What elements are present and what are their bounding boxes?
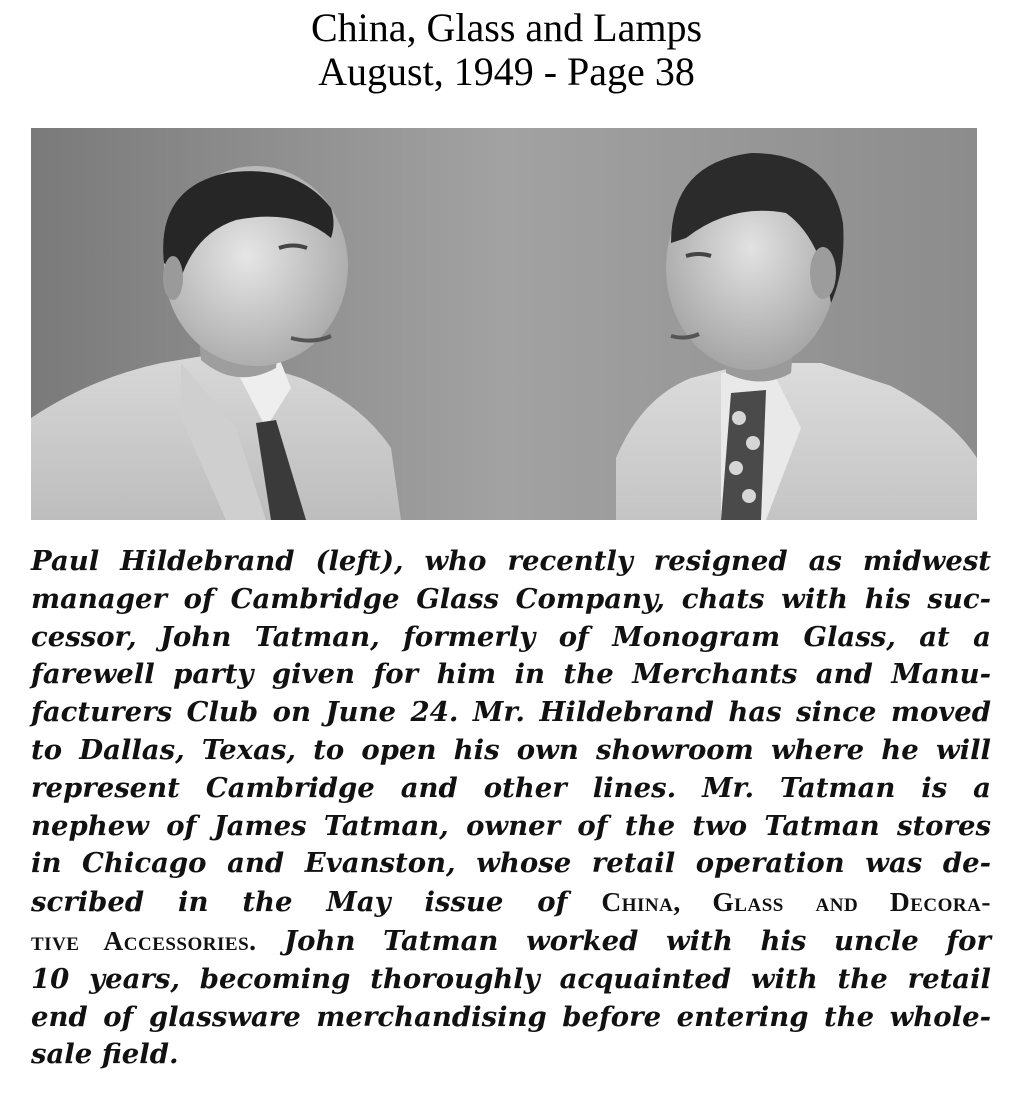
caption-line: cessor, John Tatman, formerly of Monogram Glass, at a xyxy=(31,620,991,653)
issue-date-page: August, 1949 - Page 38 xyxy=(318,49,695,94)
magazine-title-smallcaps: China, Glass and Decora- xyxy=(601,886,991,918)
publication-title: China, Glass and Lamps xyxy=(310,5,703,50)
caption-line: end of glassware merchandising before entering the whole- xyxy=(31,1000,991,1033)
caption-line xyxy=(31,883,991,922)
caption-line: represent Cambridge and other lines. Mr. Tatman is a xyxy=(31,771,991,804)
caption-line: in Chicago and Evanston, whose retail operation was de- xyxy=(31,847,991,880)
page-header xyxy=(0,6,1013,94)
caption-line: sale field. xyxy=(31,1038,179,1071)
caption-text: scribed in the May issue of xyxy=(31,886,568,919)
caption-line xyxy=(31,922,991,961)
caption-line: manager of Cambridge Glass Company, chats with his suc- xyxy=(31,582,991,615)
photo-caption xyxy=(31,543,991,1074)
caption-text: John Tatman worked with his uncle for xyxy=(284,924,992,957)
caption-line: facturers Club on June 24. Mr. Hildebrand has since moved xyxy=(31,696,991,729)
caption-line: nephew of James Tatman, owner of the two Tatman stores xyxy=(31,809,991,842)
caption-line: Paul Hildebrand (left), who recently resigned as midwest xyxy=(31,545,991,577)
caption-line: farewell party given for him in the Merchants and Manu- xyxy=(31,658,991,691)
caption-line: to Dallas, Texas, to open his own showroom where he will xyxy=(31,733,991,766)
magazine-title-smallcaps: tive Accessories. xyxy=(31,924,257,956)
caption-line: 10 years, becoming thoroughly acquainted with the retail xyxy=(31,962,991,995)
photograph xyxy=(31,128,977,520)
